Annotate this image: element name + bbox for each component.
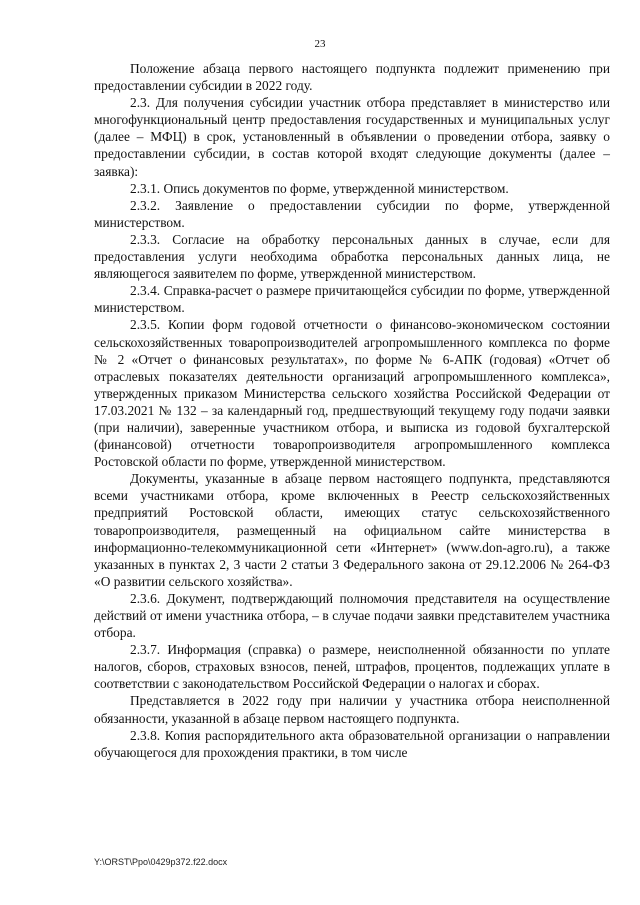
- paragraph: 2.3.2. Заявление о предоставлении субсидии по форме, утвержденной министерством.: [94, 197, 610, 230]
- paragraph: 2.3.6. Документ, подтверждающий полномочия представителя на осуществление действий от имени участника отбора, – в случае подачи заявки представителем участника отбора.: [94, 590, 610, 641]
- paragraph: 2.3.7. Информация (справка) о размере, неисполненной обязанности по уплате налогов, сборов, страховых взносов, пеней, штрафов, процентов, подлежащих уплате в соответствии с законодательством Российской Федерации о налогах и сборах.: [94, 642, 610, 692]
- paragraph: 2.3.3. Согласие на обработку персональных данных в случае, если для предоставления услуги необходима обработка персональных данных лица, не являющегося заявителем по форме, утвержденной министерством.: [94, 231, 610, 282]
- paragraph: 2.3.1. Опись документов по форме, утвержденной министерством.: [130, 180, 509, 196]
- paragraph: 2.3.5. Копии форм годовой отчетности о финансово-экономическом состоянии сельскохозяйственных товаропроизводителей агропромышленного комплекса по форме № 2 «Отчет о финансовых результатах», по форме № 6-АПК (годовая) «Отчет об отраслевых показателях деятельности организаций агропромышленного комплекса», утвержденных приказом Министерства сельского хозяйства Российской Федерации от 17.03.2021 № 132 – за календарный год, предшествующий текущему году подачи заявки (при наличии), заверенные участником отбора, и выписка из годовой бухгалтерской (финансовой) отчетности товаропроизводителя агропромышленного комплекса Ростовской области по форме, утвержденной министерством.: [94, 317, 610, 470]
- paragraph: Документы, указанные в абзаце первом настоящего подпункта, представляются всеми участниками отбора, кроме включенных в Реестр сельскохозяйственных предприятий Ростовской области, имеющих статус сельскохозяйственного товаропроизводителя, размещенный на официальном сайте министерства в информационно-телекоммуникационной сети «Интернет» (www.don-agro.ru), а также указанных в пунктах 2, 3 части 2 статьи 3 Федерального закона от 29.12.2006 № 264-ФЗ «О развитии сельского хозяйства».: [94, 471, 610, 589]
- paragraph: 2.3. Для получения субсидии участник отбора представляет в министерство или многофункциональный центр предоставления государственных и муниципальных услуг (далее – МФЦ) в срок, установленный в объявлении о проведении отбора, заявку о предоставлении субсидии, в состав которой входят следующие документы (далее – заявка):: [94, 95, 610, 179]
- paragraph-last: 2.3.8. Копия распорядительного акта образовательной организации о направлении обучающегося для прохождения практики, в том числе: [94, 727, 610, 760]
- page-number: 23: [314, 38, 326, 50]
- paragraph: 2.3.4. Справка-расчет о размере причитающейся субсидии по форме, утвержденной министерством.: [94, 283, 610, 316]
- document-body: [94, 60, 610, 761]
- paragraph: Положение абзаца первого настоящего подпункта подлежит применению при предоставлении субсидии в 2022 году.: [94, 61, 610, 94]
- paragraph: Представляется в 2022 году при наличии у участника отбора неисполненной обязанности, указанной в абзаце первом настоящего подпункта.: [94, 693, 610, 726]
- footer-file-path: Y:\ORST\Ppo\0429p372.f22.docx: [94, 857, 228, 867]
